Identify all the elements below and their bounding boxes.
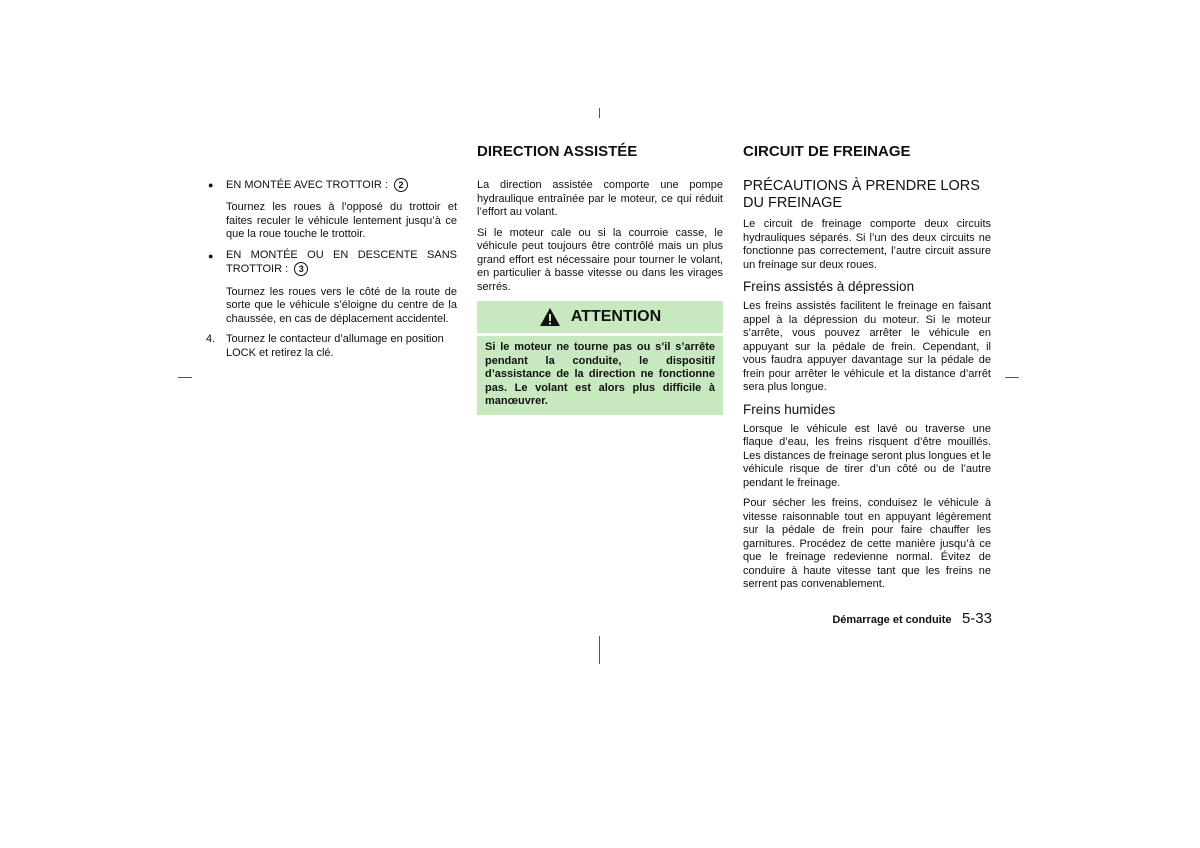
crop-mark-bottom	[599, 636, 600, 664]
subsection-title: Freins humides	[743, 401, 836, 417]
bullet-item	[206, 249, 457, 277]
warning-header	[477, 301, 723, 333]
left-column	[206, 178, 457, 360]
paragraph: Le circuit de freinage comporte deux circuits hydrauliques séparés. Si l’un des deux circuits ne fonctionne pas correctement, l’autre circuit assure un freinage sur deux roues.	[743, 218, 991, 271]
bullet-body: Tournez les roues vers le côté de la route de sorte que le véhicule s’éloigne du centre de la chaussée, en cas de déplacement accidentel.	[226, 285, 457, 325]
warning-triangle-icon	[539, 307, 561, 327]
bullet-body: Tournez les roues à l’opposé du trottoir et faites reculer le véhicule lentement jusqu’à ce que la roue touche le trottoir.	[226, 201, 457, 241]
page-number: 5-33	[961, 610, 992, 627]
right-column	[743, 143, 991, 599]
step-number: 4.	[206, 333, 216, 346]
middle-column	[477, 143, 723, 415]
numbered-step	[206, 333, 457, 360]
subheading: PRÉCAUTIONS À PRENDRE LORS DU FREINAGE	[743, 178, 980, 211]
subsection-title: Freins assistés à dépression	[743, 279, 915, 294]
section-heading: CIRCUIT DE FREINAGE	[743, 143, 911, 160]
crop-mark-right	[1005, 377, 1019, 378]
crop-mark-top	[599, 108, 600, 118]
section-heading: DIRECTION ASSISTÉE	[477, 143, 638, 160]
paragraph: Si le moteur cale ou si la courroie casse, le véhicule peut toujours être contrôlé mais un plus grand effort est nécessaire pour tourner le volant, en particulier à basse vitesse ou dans les virages serrés.	[477, 226, 723, 293]
circled-number-marker: 3	[294, 262, 308, 276]
paragraph: Lorsque le véhicule est lavé ou traverse une flaque d’eau, les freins risquent d’être mouillés. Les distances de freinage seront plus longues et le véhicule risque de tirer d’un côté ou de l’autre pendant le freinage.	[743, 422, 991, 489]
paragraph: La direction assistée comporte une pompe hydraulique entraînée par le moteur, ce qui réduit l’effort au volant.	[477, 179, 723, 218]
warning-text: Si le moteur ne tourne pas ou s’il s’arrête pendant la conduite, le dispositif d’assistance de la direction ne fonctionne pas. Le volant est alors plus difficile à manœuvrer.	[477, 336, 723, 415]
step-text: Tournez le contacteur d’allumage en position LOCK et retirez la clé.	[226, 333, 444, 359]
bullet-dot-icon: ●	[208, 250, 214, 261]
paragraph: Pour sécher les freins, conduisez le véhicule à vitesse raisonnable tout en appuyant légèrement sur la pédale de frein pour faire chauffer les garnitures. Procédez de cette manière jusqu’à ce que le freinage redevienne normal. Évitez de conduire à haute vitesse tant que les freins ne serrent pas convenablement.	[743, 497, 991, 590]
crop-mark-left	[178, 377, 192, 378]
page-footer	[780, 610, 992, 628]
bullet-item	[206, 178, 457, 192]
warning-title: ATTENTION	[570, 308, 662, 326]
bullet-dot-icon: ●	[208, 180, 214, 190]
bullet-label: EN MONTÉE AVEC TROTTOIR :	[226, 178, 388, 191]
footer-section-title: Démarrage et conduite	[832, 614, 952, 626]
bullet-label: EN MONTÉE OU EN DESCENTE SANS TROTTOIR :	[226, 248, 457, 276]
circled-number-marker: 2	[394, 178, 408, 192]
paragraph: Les freins assistés facilitent le freinage en faisant appel à la dépression du moteur. Si le moteur s’arrête, vous pouvez arrêter le véhicule en appuyant sur la pédale de frein. Cependant, il vous faudra appuyer davantage sur la pédale de frein pour arrêter le véhicule et la distance d’arrêt sera plus longue.	[743, 300, 991, 393]
